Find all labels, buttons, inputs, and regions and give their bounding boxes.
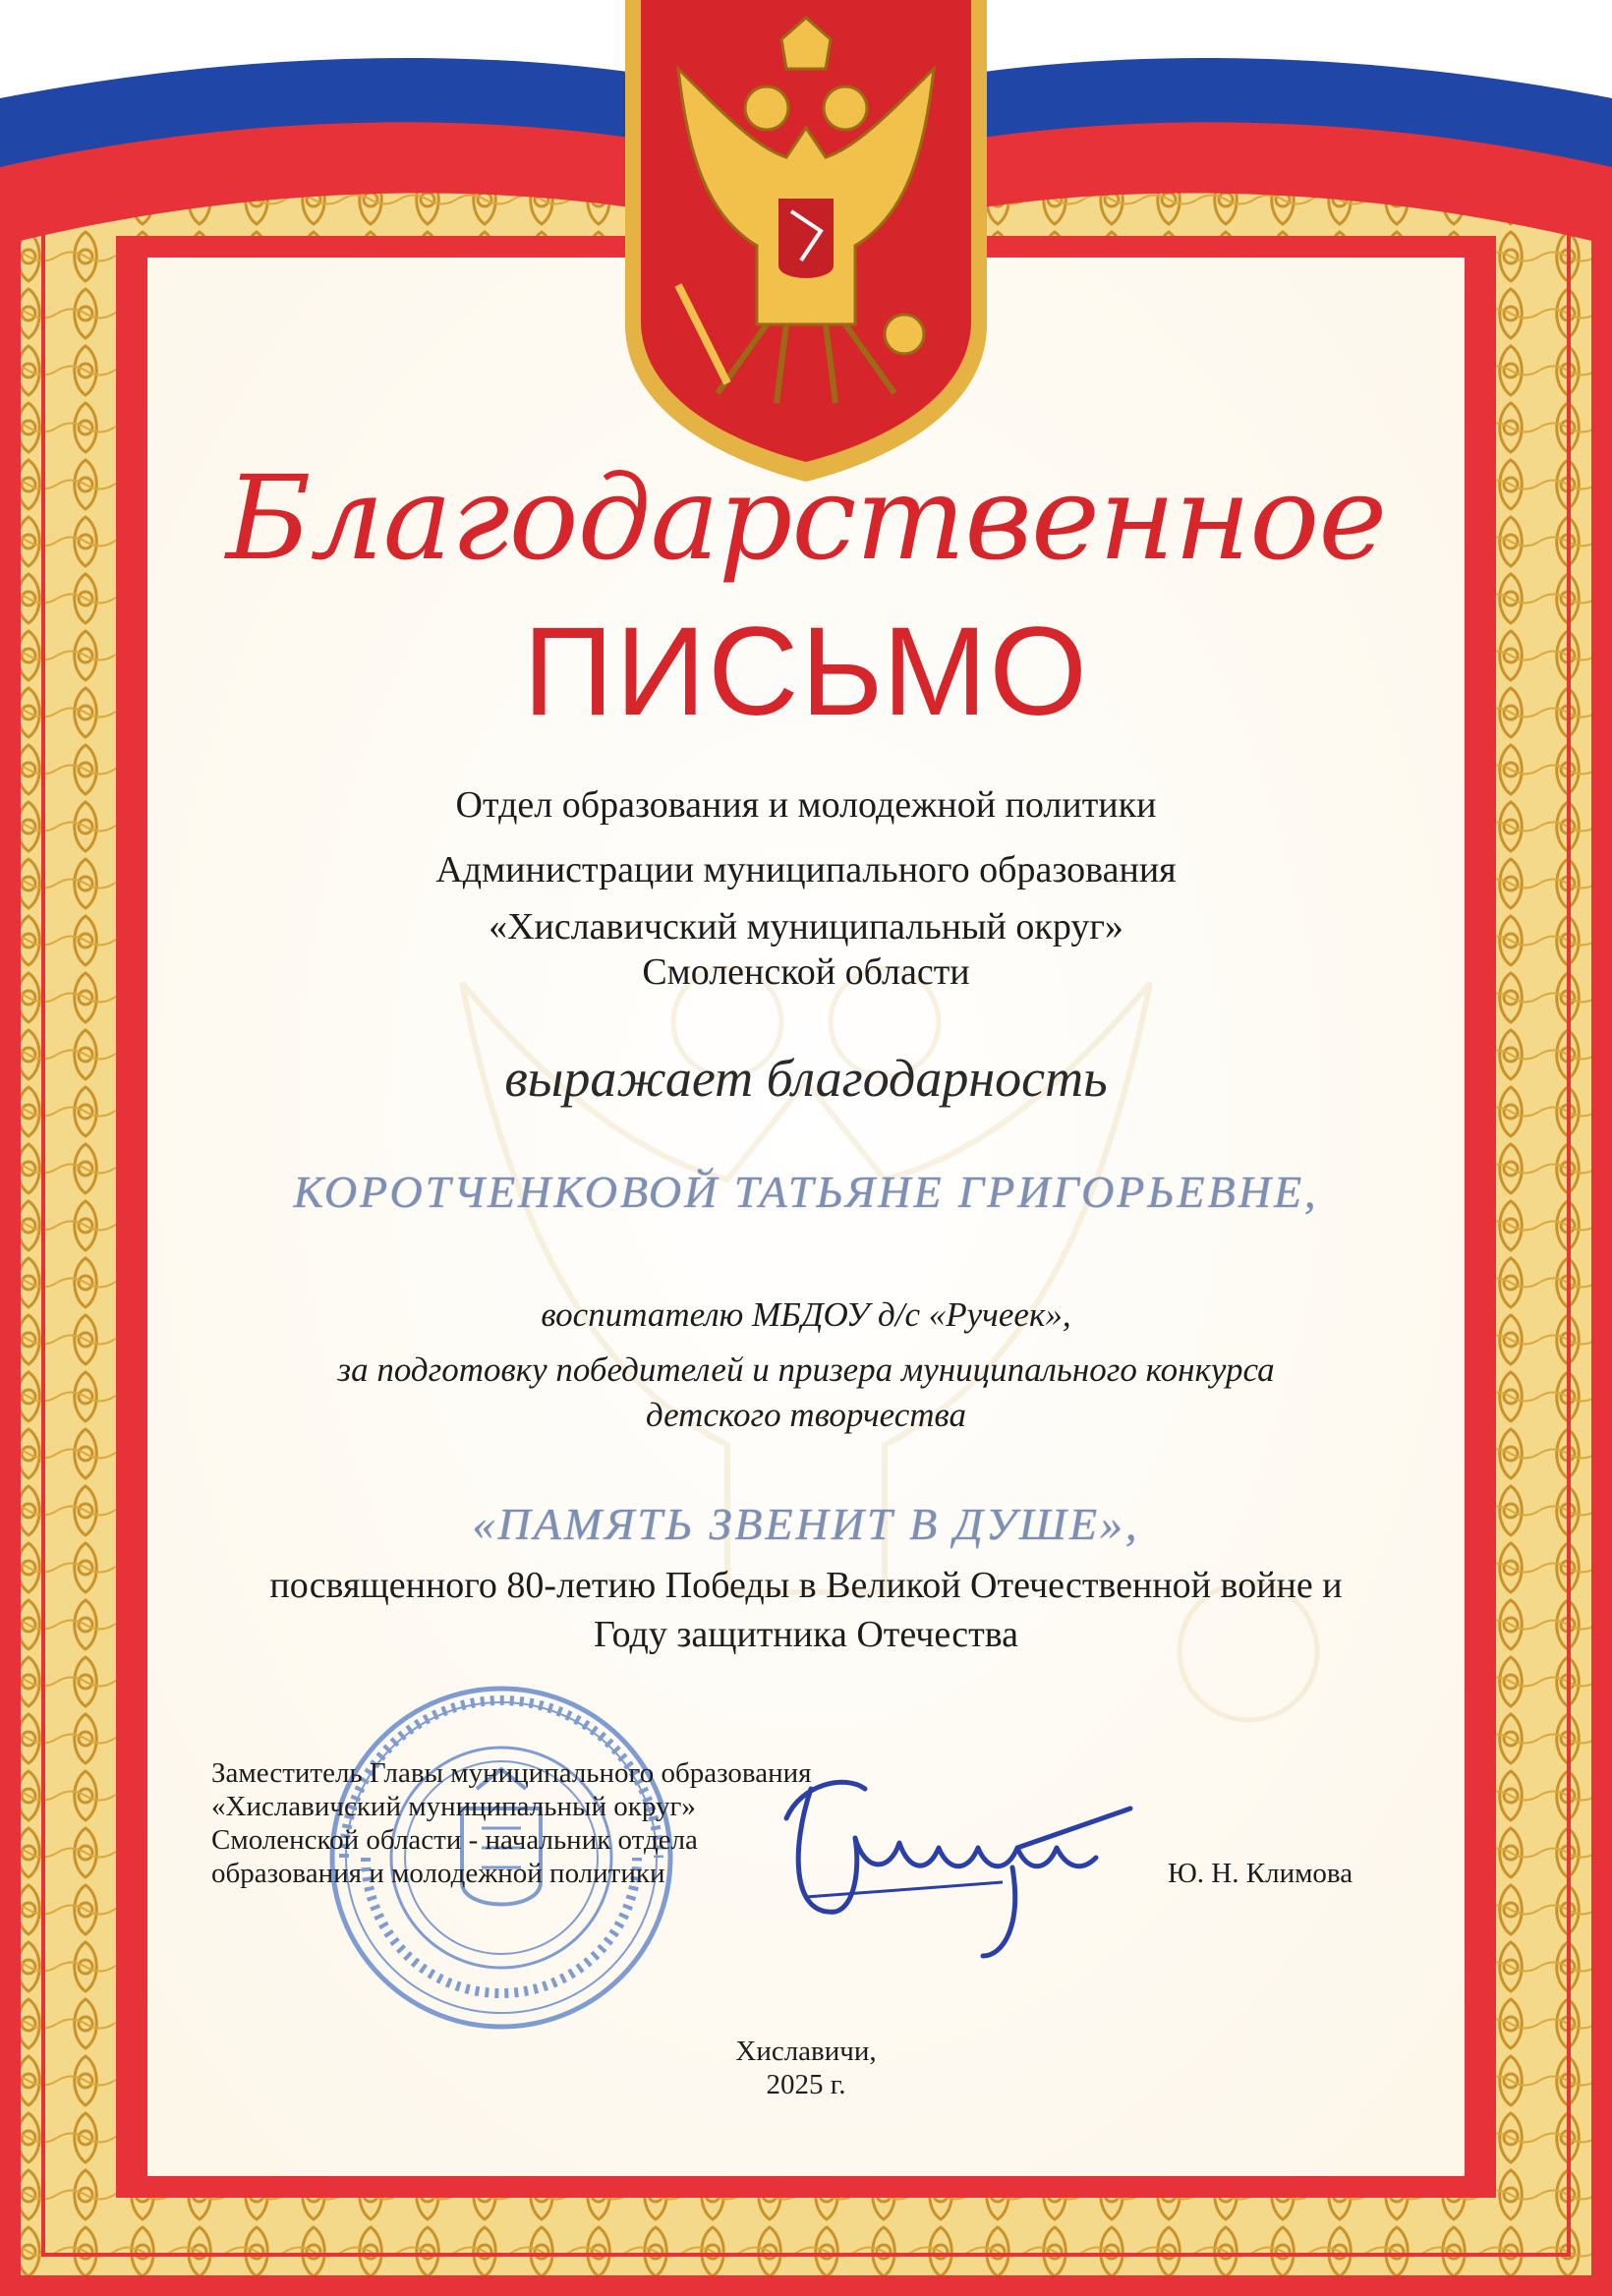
- signatory-line-1: Заместитель Главы муниципального образования: [211, 1757, 812, 1789]
- signatory-line-4: образования и молодежной политики: [211, 1858, 665, 1889]
- signatory-line-3: Смоленской области - начальник отдела: [211, 1824, 698, 1856]
- signatory-line-2: «Хиславичский муниципальный округ»: [211, 1791, 696, 1822]
- signatory-name: Ю. Н. Климова: [1168, 1858, 1353, 1889]
- certificate-title-script: Благодарственное: [225, 450, 1387, 586]
- reason-line-2: за подготовку победителей и призера муниципального конкурса: [337, 1350, 1275, 1389]
- recipient-name: КОРОТЧЕНКОВОЙ ТАТЬЯНЕ ГРИГОРЬЕВНЕ,: [293, 1167, 1319, 1217]
- certificate-title: ПИСЬМО: [523, 602, 1089, 742]
- organization-line-1: Отдел образования и молодежной политики: [455, 784, 1157, 826]
- dedication-line-2: Году защитника Отечества: [593, 1614, 1019, 1655]
- reason-line-3: детского творчества: [645, 1396, 967, 1434]
- year: 2025 г.: [766, 2069, 846, 2100]
- contest-name: «ПАМЯТЬ ЗВЕНИТ В ДУШЕ»,: [472, 1499, 1140, 1549]
- reason-line-1: воспитателю МБДОУ д/с «Ручеек»,: [541, 1295, 1071, 1334]
- place: Хиславичи,: [735, 2036, 877, 2067]
- coat-of-arms-emblem: [625, 0, 987, 482]
- organization-line-2: Администрации муниципального образования: [435, 849, 1177, 890]
- organization-line-4: Смоленской области: [642, 951, 970, 993]
- thanks-phrase: выражает благодарность: [504, 1049, 1108, 1108]
- organization-line-3: «Хиславичский муниципальный округ»: [489, 906, 1123, 947]
- dedication-line-1: посвященного 80-летию Победы в Великой Отечественной войне и: [269, 1565, 1343, 1606]
